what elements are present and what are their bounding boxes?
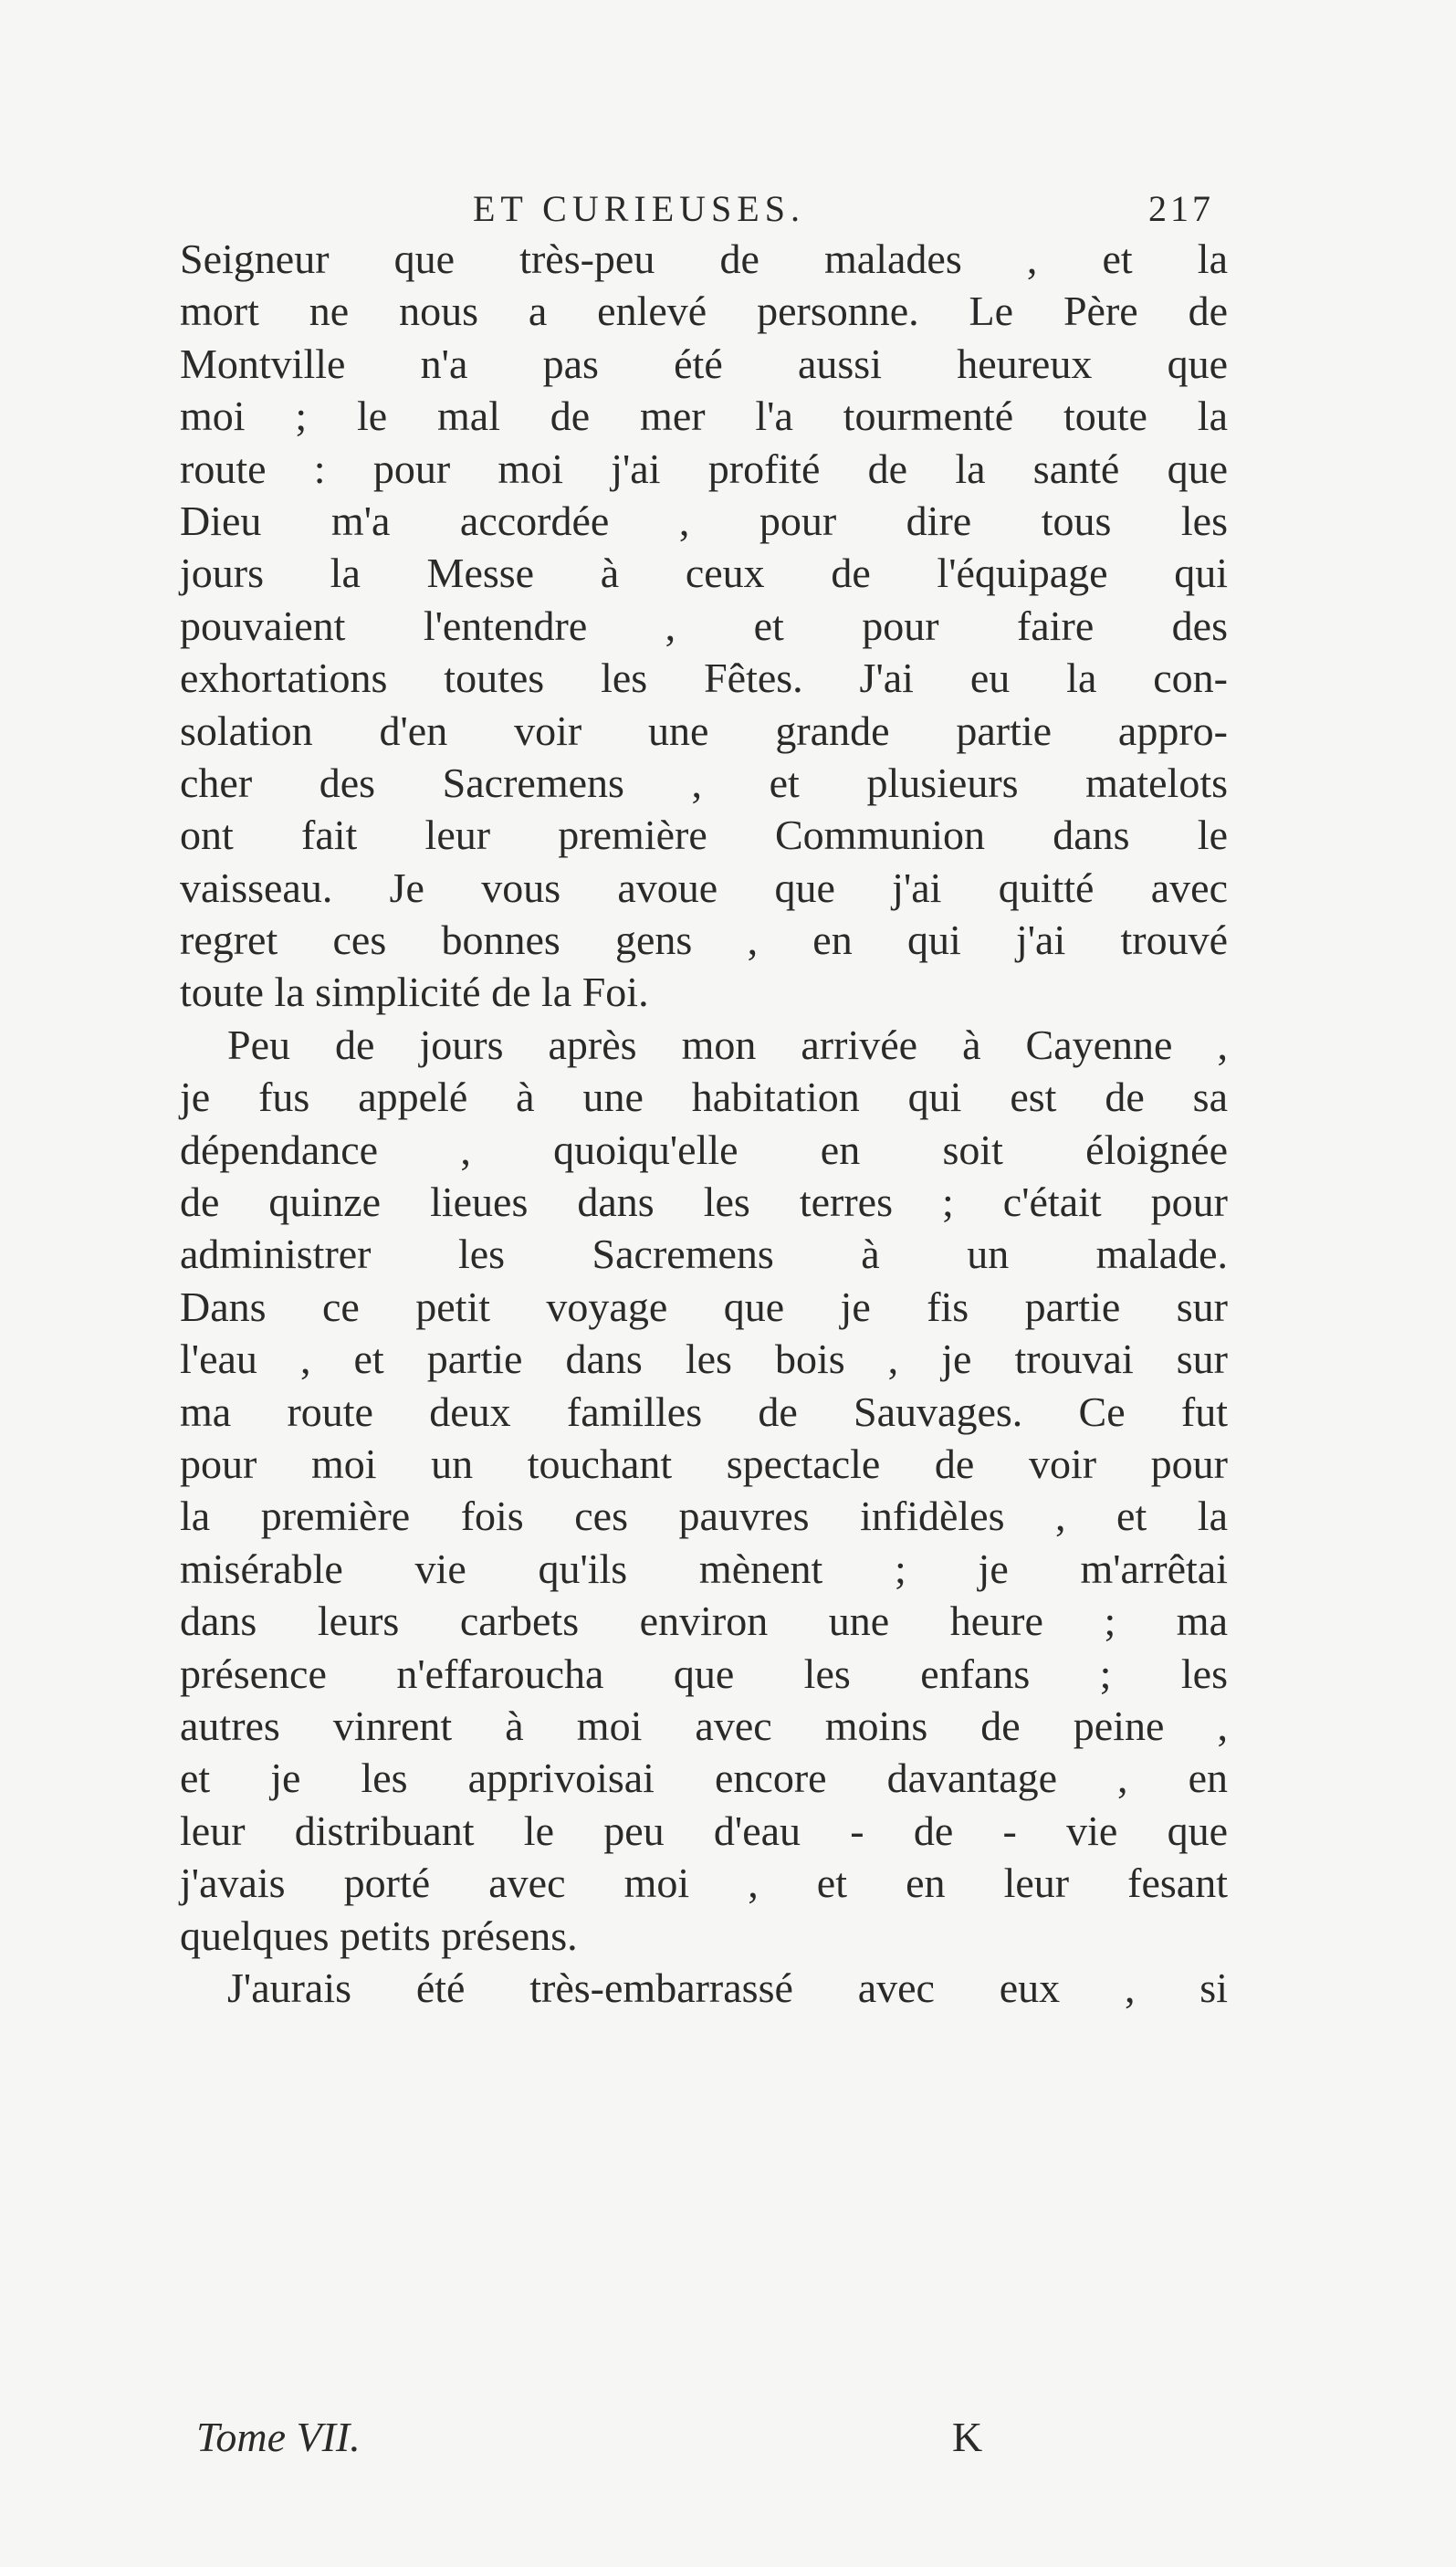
text-line: toute la simplicité de la Foi.: [180, 969, 649, 1016]
text-line: vaisseau. Je vous avoue que j'ai quitté avec: [180, 864, 1228, 911]
text-line: Montville n'a pas été aussi heureux que: [180, 340, 1228, 387]
text-line: pour moi un touchant spectacle de voir pour: [180, 1440, 1228, 1487]
running-head: ET CURIEUSES.: [473, 188, 805, 229]
page-number: 217: [1148, 188, 1214, 229]
volume-label: Tome VII.: [196, 2414, 361, 2460]
text-line: la première fois ces pauvres infidèles , et la: [180, 1493, 1228, 1540]
text-line: présence n'effaroucha que les enfans ; les: [180, 1650, 1228, 1697]
text-line: dépendance , quoiqu'elle en soit éloignée: [180, 1126, 1228, 1173]
text-line: administrer les Sacremens à un malade.: [180, 1231, 1228, 1278]
text-line: moi ; le mal de mer l'a tourmenté toute la: [180, 393, 1228, 440]
text-line: et je les apprivoisai encore davantage , en: [180, 1755, 1228, 1802]
body-text: [180, 233, 1228, 2014]
text-line: pouvaient l'entendre , et pour faire des: [180, 602, 1228, 649]
text-line: de quinze lieues dans les terres ; c'était pour: [180, 1179, 1228, 1226]
text-line: ont fait leur première Communion dans le: [180, 812, 1228, 859]
text-line: je fus appelé à une habitation qui est de sa: [180, 1074, 1228, 1121]
text-line: Seigneur que très-peu de malades , et la: [180, 236, 1228, 282]
text-line: cher des Sacremens , et plusieurs matelots: [180, 759, 1228, 806]
text-line: quelques petits présens.: [180, 1912, 578, 1959]
text-line: dans leurs carbets environ une heure ; ma: [180, 1598, 1228, 1645]
paragraph-start-line: J'aurais été très-embarrassé avec eux , si: [227, 1964, 1228, 2011]
text-line: ma route deux familles de Sauvages. Ce fut: [180, 1388, 1228, 1435]
text-line: jours la Messe à ceux de l'équipage qui: [180, 550, 1228, 597]
text-line: j'avais porté avec moi , et en leur fesant: [180, 1860, 1228, 1907]
signature-mark: K: [952, 2414, 983, 2460]
text-line: mort ne nous a enlevé personne. Le Père de: [180, 288, 1228, 335]
text-line: exhortations toutes les Fêtes. J'ai eu la con-: [180, 655, 1228, 702]
text-line: l'eau , et partie dans les bois , je trouvai sur: [180, 1336, 1228, 1383]
text-line: misérable vie qu'ils mènent ; je m'arrêtai: [180, 1545, 1228, 1592]
text-line: solation d'en voir une grande partie appro-: [180, 707, 1228, 754]
text-line: regret ces bonnes gens , en qui j'ai trouvé: [180, 917, 1228, 964]
text-line: route : pour moi j'ai profité de la santé que: [180, 445, 1228, 492]
page-footer: [196, 2410, 1228, 2465]
text-line: Dans ce petit voyage que je fis partie sur: [180, 1283, 1228, 1330]
text-line: leur distribuant le peu d'eau - de - vie que: [180, 1807, 1228, 1854]
text-line: Dieu m'a accordée , pour dire tous les: [180, 497, 1228, 544]
text-line: autres vinrent à moi avec moins de peine ,: [180, 1702, 1228, 1749]
paragraph-start-line: Peu de jours après mon arrivée à Cayenne ,: [227, 1021, 1228, 1068]
